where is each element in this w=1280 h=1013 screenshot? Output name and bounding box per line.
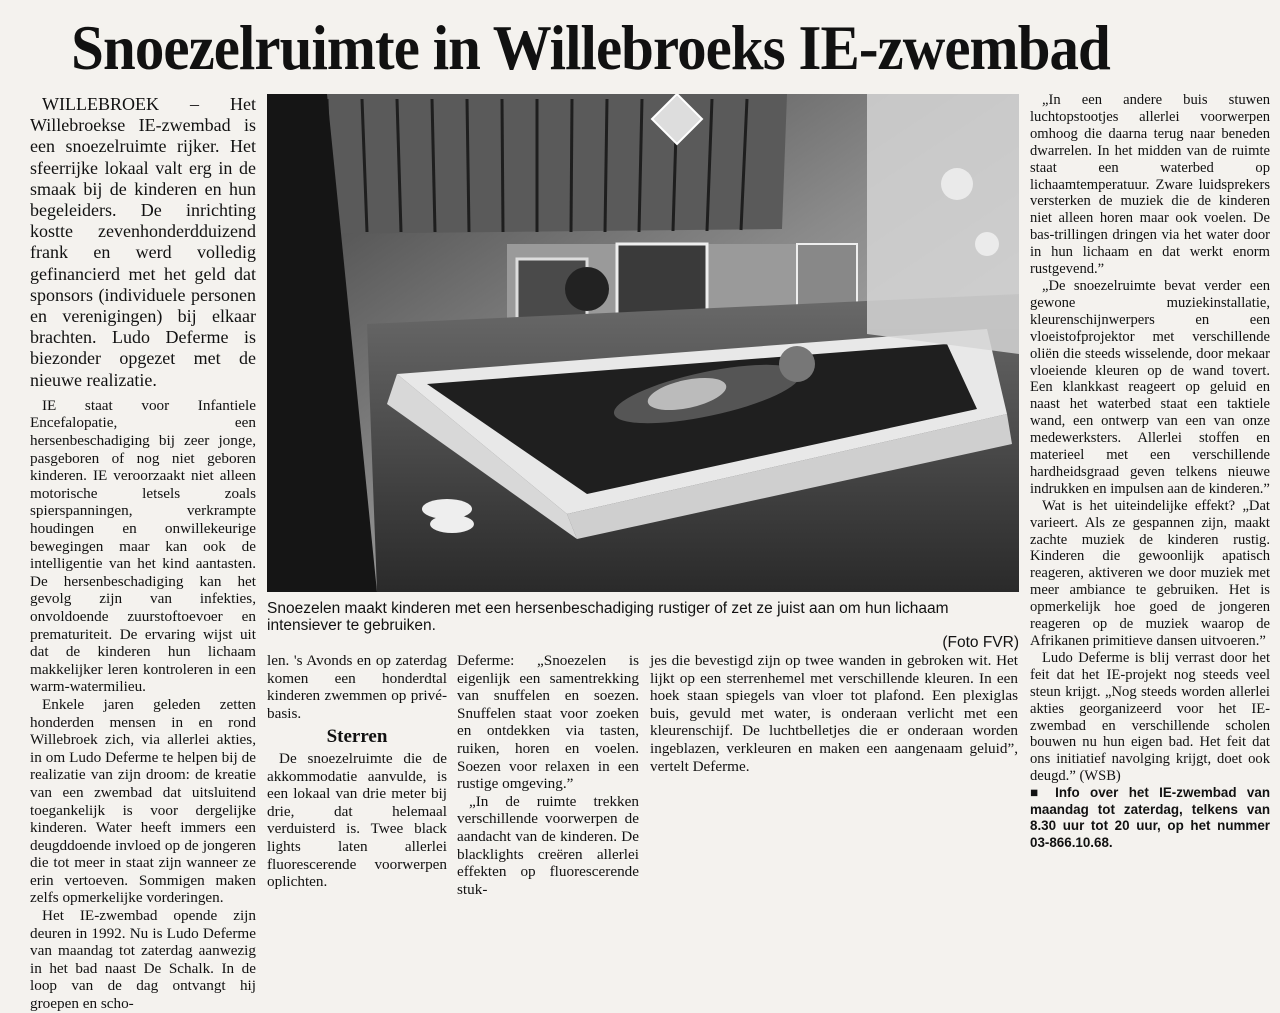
body-paragraph: IE staat voor Infantiele Encefalopatie, een hersenbeschadiging bij zeer jonge, pasgeboren of nog niet geboren kinderen. IE veroorzaakt niet alleen motorische letsels zoals spierspanningen, verkrampte houdingen en onwillekeurige bewegingen maar kan ook de intelligentie van het kind aantasten. De hersenbeschadiging kan het gevolg zijn van infekties, onvoldoende zuurstoftoevoer en prematuriteit. De ervaring wijst uit dat de kinderen hun lichaam makkelijker leren kontroleren in een warm-watermilieu. xyxy=(30,396,256,696)
body-paragraph: Deferme: „Snoezelen is eigenlijk een samentrekking van snuffelen en soezen. Snuffelen staat voor zoeken en ontdekken via tasten, ruiken, horen en voelen. Soezen voor relaxen in een rustige omgeving.” xyxy=(457,652,639,793)
body-paragraph: jes die bevestigd zijn op twee wanden in gebroken wit. Het lijkt op een sterrenhemel met verschillende kleuren. In een hoek staan spiegels van vloer tot plafond. Een plexiglas buis, gevuld met water, is onderaan verlicht met een kleurenschijf. De luchtbelletjes die er onderaan worden ingeblazen, verkleuren en maken een aangenaam geluid”, vertelt Deferme. xyxy=(650,652,1018,775)
subheading: Sterren xyxy=(326,726,388,748)
column-3 xyxy=(457,652,639,898)
body-paragraph: Ludo Deferme is blij verrast door het feit dat het IE-projekt nog steeds veel steun krijgt. „Nog steeds worden allerlei akties georganizeerd voor het IE-zwembad en verschillende scholen bouwen nu hun eigen bad. Het feit dat ons initiatief navolging krijgt, doet ook deugd.” (WSB) xyxy=(1030,649,1270,785)
body-paragraph: De snoezelruimte die de akkommodatie aanvulde, is een lokaal van drie meter bij drie, dat helemaal verduisterd is. Twee black lights laten allerlei fluorescerende voorwerpen oplichten. xyxy=(267,749,447,891)
column-1 xyxy=(30,94,256,1013)
lede-paragraph: WILLEBROEK – Het Willebroekse IE-zwembad is een snoezelruimte rijker. Het sfeerrijke lokaal valt erg in de smaak bij de kinderen en hun begeleiders. De inrichting kostte zevenhonderdduizend frank en werd volledig gefinancierd met het geld dat sponsors (individuele personen en verenigingen) bij elkaar brachten. Ludo Deferme is biezonder opgezet met de nieuwe realizatie. xyxy=(30,94,256,390)
column-5 xyxy=(1030,92,1270,851)
headline: Snoezelruimte in Willebroeks IE-zwembad xyxy=(71,12,1110,83)
body-paragraph: Wat is het uiteindelijke effekt? „Dat varieert. Als ze gespannen zijn, maakt zachte muziek de kinderen rustig. Kinderen die gewoonlijk apatisch reageren, aktiveren we door muziek met meer ambiance te gebruiken. Het is opmerkelijk hoe goed de jongeren reageren op de muziek waarop de Afrikanen primitieve dansen uitvoeren.” xyxy=(1030,497,1270,649)
body-paragraph: „In een andere buis stuwen luchtopstootjes allerlei voorwerpen omhoog die daarna terug naar beneden dwarrelen. In het midden van de ruimte staat een waterbed op lichaamtemperatuur. Zware luidsprekers versterken de muziek die de kinderen niet alleen horen maar ook voelen. De bas-trillingen dringen via het water door in hun lichaam en dat werkt enorm rustgevend.” xyxy=(1030,92,1270,278)
photo-credit: (Foto FVR) xyxy=(942,634,1019,651)
column-2 xyxy=(267,652,447,891)
column-4 xyxy=(650,652,1018,775)
caption-text: Snoezelen maakt kinderen met een hersenbeschadiging rustiger of zet ze juist aan om hun lichaam intensiever te gebruiken. xyxy=(267,600,949,634)
body-paragraph: Enkele jaren geleden zetten honderden mensen in en rond Willebroek zich, via allerlei akties, in om Ludo Deferme te helpen bij de realizatie van zijn droom: de kreatie van een zwembad dat uitsluitend toegankelijk is voor dergelijke kinderen. Water heeft immers een deugddoende invloed op de jongeren die tot meer in staat zijn wanneer ze erin vertoeven. Sommigen maken zelfs opmerkelijke vorderingen. xyxy=(30,695,256,907)
photo-caption xyxy=(267,600,1019,651)
body-paragraph: Het IE-zwembad opende zijn deuren in 1992. Nu is Ludo Deferme van maandag tot zaterdag aanwezig in het bad naast De Schalk. In de loop van de dag ontvangt hij groepen en scho- xyxy=(30,907,256,1013)
body-paragraph: „De snoezelruimte bevat verder een gewone muziekinstallatie, kleurenschijnwerpers en een vloeistofprojektor met verschillende oliën die steeds wisselende, door mekaar vloeiende kleuren op de wand tovert. Een klankkast reageert op geluid en naast het waterbed staat een taktiele wand, een ontwerp van een van onze medewerksters. Allerlei stoffen en materieel met een verschillende hardheidsgraad geven telkens nieuwe indrukken en impulsen aan de kinderen.” xyxy=(1030,277,1270,497)
article-photo xyxy=(267,94,1019,592)
photo-waterbed-room xyxy=(267,94,1019,592)
body-paragraph: „In de ruimte trekken verschillende voorwerpen de aandacht van de kinderen. De blacklights creëren allerlei effekten op fluorescerende stuk- xyxy=(457,792,639,898)
info-box: ■ Info over het IE-zwembad van maandag tot zaterdag, telkens van 8.30 uur tot 20 uur, op het nummer 03-866.10.68. xyxy=(1030,785,1270,850)
body-paragraph: len. 's Avonds en op zaterdag komen een honderdtal kinderen zwemmen op privé-basis. xyxy=(267,652,447,722)
